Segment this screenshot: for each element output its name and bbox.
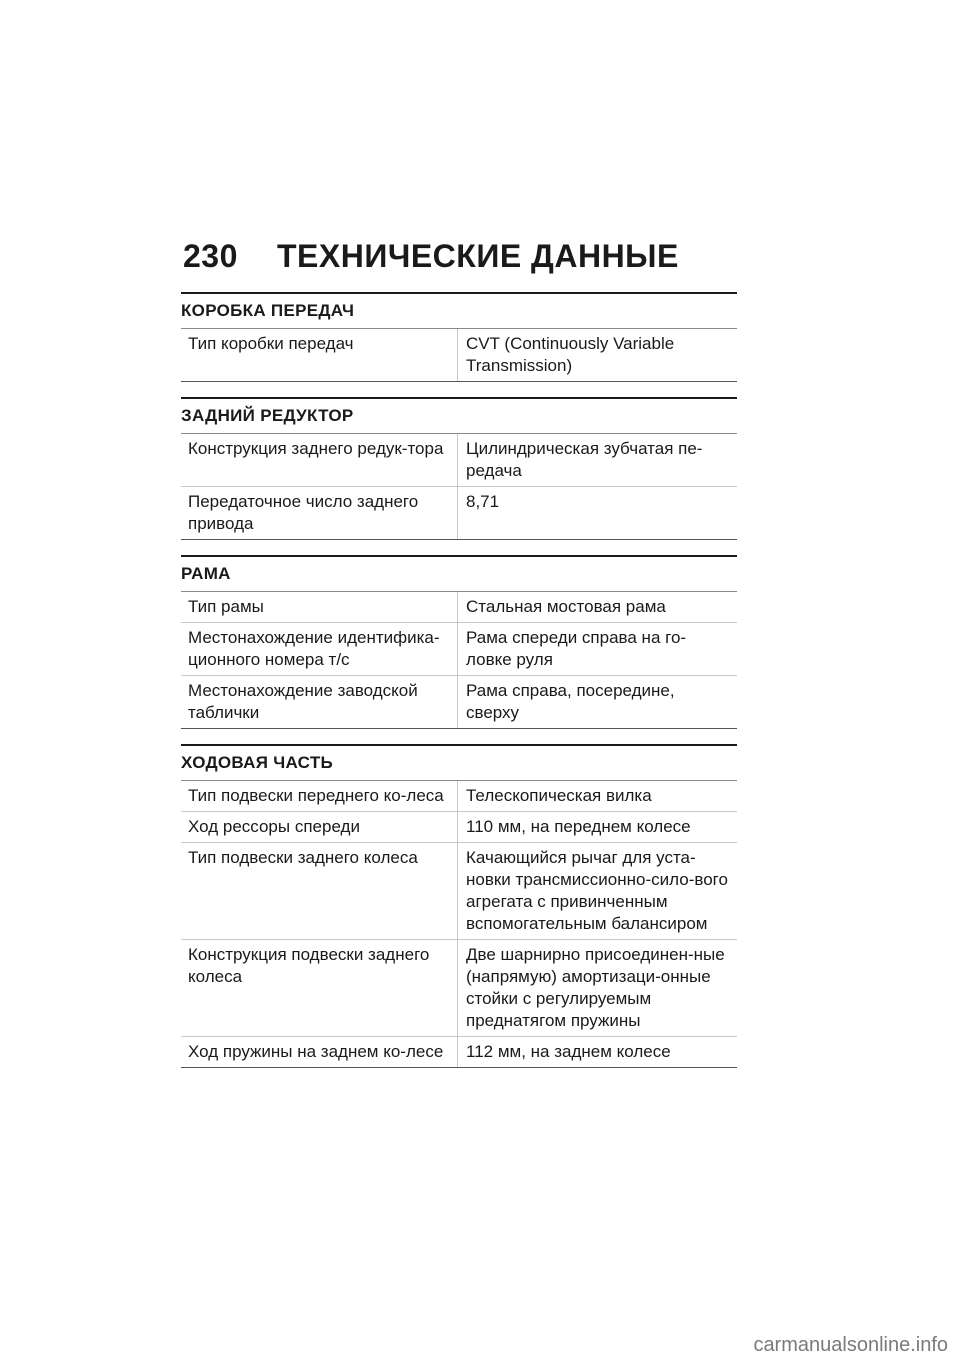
spec-label: Ход пружины на заднем ко-лесе <box>188 1042 444 1061</box>
section-gearbox <box>181 292 737 382</box>
spec-value: Две шарнирно присоединен-ные (напрямую) амортизаци-онные стойки с регулируемым преднатягом пружины <box>457 940 737 1036</box>
section-title: ЗАДНИЙ РЕДУКТОР <box>181 397 737 434</box>
spec-value: 112 мм, на заднем колесе <box>457 1037 737 1067</box>
table-row <box>181 940 737 1037</box>
page-header <box>183 238 679 275</box>
table-row <box>181 592 737 623</box>
section-title: ХОДОВАЯ ЧАСТЬ <box>181 744 737 781</box>
spec-value: Цилиндрическая зубчатая пе-редача <box>457 434 737 486</box>
page-number: 230 <box>183 238 238 274</box>
spec-value: Рама справа, посередине, сверху <box>457 676 737 728</box>
table-row <box>181 1037 737 1068</box>
table-row <box>181 812 737 843</box>
table-row <box>181 843 737 940</box>
spec-content <box>181 292 737 1083</box>
table-row <box>181 676 737 729</box>
spec-label: Тип подвески переднего ко-леса <box>188 786 444 805</box>
page-title: ТЕХНИЧЕСКИЕ ДАННЫЕ <box>277 238 679 274</box>
section-title: КОРОБКА ПЕРЕДАЧ <box>181 292 737 329</box>
section-title: РАМА <box>181 555 737 592</box>
spec-label: Тип подвески заднего колеса <box>188 848 418 867</box>
section-frame <box>181 555 737 729</box>
table-row <box>181 487 737 540</box>
spec-value: Качающийся рычаг для уста-новки трансмиссионно-сило-вого агрегата с привинченным вспомогательным балансиром <box>457 843 737 939</box>
spec-value: 110 мм, на переднем колесе <box>457 812 737 842</box>
spec-label: Конструкция подвески заднего колеса <box>188 945 430 986</box>
table-row <box>181 623 737 676</box>
table-row <box>181 434 737 487</box>
spec-label: Местонахождение идентифика-ционного номера т/с <box>188 628 440 669</box>
table-row <box>181 781 737 812</box>
spec-label: Конструкция заднего редук-тора <box>188 439 444 458</box>
spec-value: Телескопическая вилка <box>457 781 737 811</box>
section-chassis <box>181 744 737 1068</box>
spec-label: Тип коробки передач <box>188 334 354 353</box>
spec-label: Местонахождение заводской таблички <box>188 681 418 722</box>
spec-value: Стальная мостовая рама <box>457 592 737 622</box>
spec-value: 8,71 <box>457 487 737 539</box>
spec-label: Ход рессоры спереди <box>188 817 360 836</box>
spec-label: Тип рамы <box>188 597 264 616</box>
section-rear-drive <box>181 397 737 540</box>
spec-value: CVT (Continuously Variable Transmission) <box>457 329 737 381</box>
table-row <box>181 329 737 382</box>
spec-label: Передаточное число заднего привода <box>188 492 419 533</box>
watermark: carmanualsonline.info <box>753 1334 948 1356</box>
spec-value: Рама спереди справа на го-ловке руля <box>457 623 737 675</box>
